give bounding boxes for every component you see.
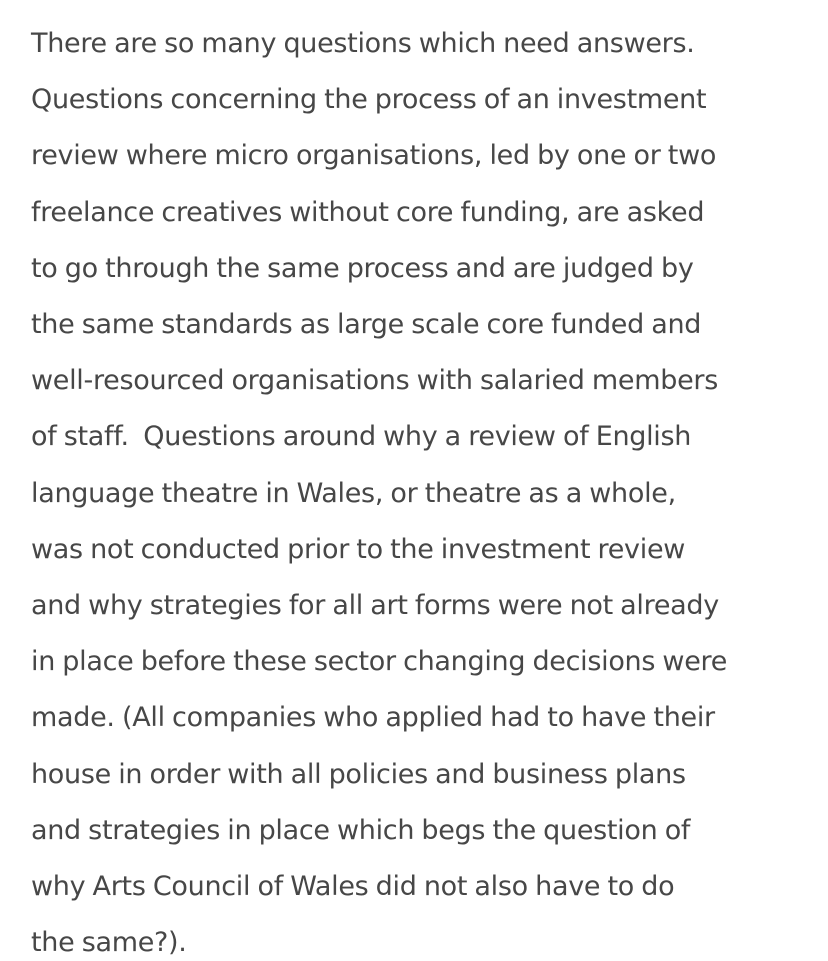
paragraph-line: of staff. Questions around why a review of English xyxy=(31,421,692,453)
paragraph-line: review where micro organisations, led by one or two xyxy=(31,140,717,172)
paragraph-line: language theatre in Wales, or theatre as a whole, xyxy=(31,477,676,509)
paragraph-line: There are so many questions which need answers. xyxy=(31,28,695,59)
paragraph-line: and strategies in place which begs the question of xyxy=(31,814,691,846)
paragraph-line: why Arts Council of Wales did not also have to do xyxy=(31,871,675,903)
paragraph-line: to go through the same process and are judged by xyxy=(31,252,694,284)
paragraph-line: the same standards as large scale core funded and xyxy=(31,309,702,341)
paragraph-line: freelance creatives without core funding, are asked xyxy=(31,196,705,228)
paragraph-line: and why strategies for all art forms were not already xyxy=(31,590,719,622)
paragraph-line: well-resourced organisations with salaried members xyxy=(31,365,718,397)
article-paragraph xyxy=(31,16,808,961)
paragraph-line: in place before these sector changing decisions were xyxy=(31,646,728,678)
paragraph-line: was not conducted prior to the investment review xyxy=(31,533,686,565)
paragraph-line: house in order with all policies and business plans xyxy=(31,758,686,790)
paragraph-line: Questions concerning the process of an investment xyxy=(31,84,707,116)
paragraph-line: made. (All companies who applied had to have their xyxy=(31,702,715,734)
paragraph-line: the same?). xyxy=(31,927,187,959)
